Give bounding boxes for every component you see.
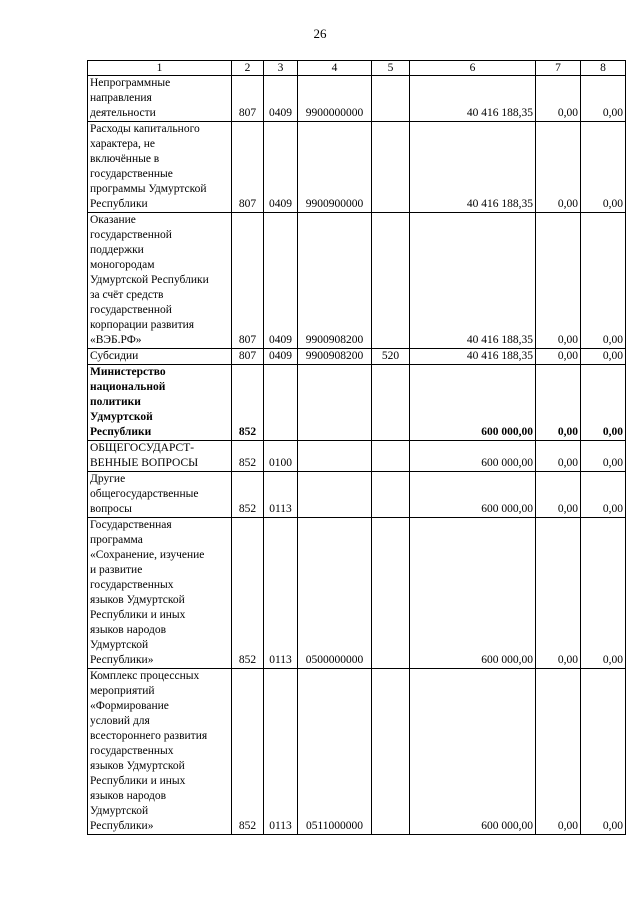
- department-code: 852: [232, 518, 264, 669]
- department-code: 852: [232, 472, 264, 518]
- row-name-line: включённые в: [90, 153, 160, 165]
- row-name-line: корпорации развития: [90, 319, 195, 331]
- row-name-line: языков народов: [90, 790, 167, 802]
- amount-col7: 0,00: [536, 669, 581, 835]
- amount-col7: 0,00: [536, 122, 581, 213]
- row-name-line: Другие: [90, 473, 126, 485]
- amount-col8: 0,00: [581, 122, 626, 213]
- row-name-line: вопросы: [90, 503, 132, 515]
- row-name-line: Удмуртской Республики: [90, 274, 209, 286]
- table-row: [88, 365, 626, 441]
- target-article-code: 9900908200: [298, 213, 372, 349]
- row-name-line: государственных: [90, 745, 174, 757]
- amount-col8: 0,00: [581, 76, 626, 122]
- target-article-code: 9900908200: [298, 349, 372, 365]
- column-header: 1: [88, 61, 232, 76]
- row-name-line: всестороннего развития: [90, 730, 208, 742]
- expense-type-code: [372, 441, 410, 472]
- row-name-line: политики: [90, 396, 141, 408]
- row-name-line: Министерство: [90, 366, 166, 378]
- expense-type-code: [372, 76, 410, 122]
- row-name-line: государственной: [90, 229, 172, 241]
- row-name-line: программы Удмуртской: [90, 183, 207, 195]
- amount-col6: 600 000,00: [410, 472, 536, 518]
- amount-col6: 40 416 188,35: [410, 76, 536, 122]
- table-row: [88, 213, 626, 349]
- row-name-line: Республики»: [90, 654, 154, 666]
- column-header: 8: [581, 61, 626, 76]
- row-name-line: Республики»: [90, 820, 154, 832]
- table-row: [88, 472, 626, 518]
- row-name-line: ВЕННЫЕ ВОПРОСЫ: [90, 457, 199, 469]
- target-article-code: 0500000000: [298, 518, 372, 669]
- row-name-line: условий для: [90, 715, 150, 727]
- expense-type-code: 520: [372, 349, 410, 365]
- amount-col6: 600 000,00: [410, 441, 536, 472]
- expense-type-code: [372, 213, 410, 349]
- amount-col8: 0,00: [581, 213, 626, 349]
- budget-table: [87, 60, 626, 835]
- amount-col7: 0,00: [536, 365, 581, 441]
- amount-col8: 0,00: [581, 441, 626, 472]
- department-code: 807: [232, 213, 264, 349]
- table-row: [88, 349, 626, 365]
- department-code: 807: [232, 349, 264, 365]
- column-header: 4: [298, 61, 372, 76]
- row-name: [88, 349, 232, 365]
- amount-col6: 40 416 188,35: [410, 349, 536, 365]
- column-header: 5: [372, 61, 410, 76]
- column-header: 6: [410, 61, 536, 76]
- table-row: [88, 441, 626, 472]
- table-row: [88, 76, 626, 122]
- row-name-line: Непрограммные: [90, 77, 171, 89]
- row-name-line: и развитие: [90, 564, 143, 576]
- row-name-line: Государственная: [90, 519, 172, 531]
- row-name-line: языков народов: [90, 624, 167, 636]
- department-code: 807: [232, 122, 264, 213]
- row-name-line: моногородам: [90, 259, 155, 271]
- row-name-line: Оказание: [90, 214, 136, 226]
- row-name-line: Расходы капитального: [90, 123, 200, 135]
- row-name-line: государственные: [90, 168, 173, 180]
- department-code: 852: [232, 669, 264, 835]
- amount-col7: 0,00: [536, 213, 581, 349]
- expense-type-code: [372, 365, 410, 441]
- row-name-line: программа: [90, 534, 143, 546]
- section-code: 0100: [264, 441, 298, 472]
- amount-col7: 0,00: [536, 349, 581, 365]
- row-name-line: общегосударственные: [90, 488, 199, 500]
- row-name: [88, 76, 232, 122]
- amount-col8: 0,00: [581, 669, 626, 835]
- row-name: [88, 122, 232, 213]
- section-code: [264, 365, 298, 441]
- row-name-line: Республики: [90, 198, 148, 210]
- row-name-line: Удмуртской: [90, 639, 149, 651]
- column-header: 2: [232, 61, 264, 76]
- expense-type-code: [372, 472, 410, 518]
- row-name-line: «Формирование: [90, 700, 169, 712]
- row-name-line: государственной: [90, 304, 172, 316]
- column-header: 3: [264, 61, 298, 76]
- row-name-line: Удмуртской: [90, 805, 149, 817]
- row-name-line: деятельности: [90, 107, 156, 119]
- page-number: 26: [313, 26, 327, 41]
- row-name-line: ОБЩЕГОСУДАРСТ-: [90, 442, 195, 454]
- amount-col7: 0,00: [536, 76, 581, 122]
- row-name-line: Комплекс процессных: [90, 670, 200, 682]
- target-article-code: [298, 365, 372, 441]
- table-row: [88, 122, 626, 213]
- section-code: 0409: [264, 76, 298, 122]
- row-name-line: за счёт средств: [90, 289, 164, 301]
- row-name-line: мероприятий: [90, 685, 155, 697]
- target-article-code: [298, 441, 372, 472]
- target-article-code: [298, 472, 372, 518]
- row-name: [88, 365, 232, 441]
- row-name-line: «ВЭБ.РФ»: [90, 334, 142, 346]
- amount-col8: 0,00: [581, 365, 626, 441]
- section-code: 0113: [264, 669, 298, 835]
- section-code: 0409: [264, 213, 298, 349]
- amount-col7: 0,00: [536, 441, 581, 472]
- row-name-line: Республики и иных: [90, 775, 186, 787]
- expense-type-code: [372, 669, 410, 835]
- amount-col8: 0,00: [581, 518, 626, 669]
- amount-col8: 0,00: [581, 349, 626, 365]
- row-name-line: Субсидии: [90, 350, 139, 362]
- row-name-line: государственных: [90, 579, 174, 591]
- row-name-line: языков Удмуртской: [90, 760, 185, 772]
- row-name: [88, 669, 232, 835]
- section-code: 0113: [264, 472, 298, 518]
- section-code: 0113: [264, 518, 298, 669]
- row-name-line: языков Удмуртской: [90, 594, 185, 606]
- row-name-line: направления: [90, 92, 152, 104]
- target-article-code: 9900900000: [298, 122, 372, 213]
- row-name: [88, 441, 232, 472]
- column-header: 7: [536, 61, 581, 76]
- row-name-line: Республики и иных: [90, 609, 186, 621]
- amount-col6: 40 416 188,35: [410, 122, 536, 213]
- amount-col7: 0,00: [536, 518, 581, 669]
- section-code: 0409: [264, 122, 298, 213]
- amount-col6: 600 000,00: [410, 518, 536, 669]
- expense-type-code: [372, 122, 410, 213]
- target-article-code: 9900000000: [298, 76, 372, 122]
- department-code: 852: [232, 365, 264, 441]
- row-name-line: национальной: [90, 381, 166, 393]
- column-number-row: [88, 61, 626, 76]
- row-name: [88, 518, 232, 669]
- expense-type-code: [372, 518, 410, 669]
- row-name-line: характера, не: [90, 138, 155, 150]
- amount-col7: 0,00: [536, 472, 581, 518]
- row-name: [88, 472, 232, 518]
- amount-col8: 0,00: [581, 472, 626, 518]
- row-name: [88, 213, 232, 349]
- row-name-line: «Сохранение, изучение: [90, 549, 205, 561]
- amount-col6: 600 000,00: [410, 669, 536, 835]
- amount-col6: 40 416 188,35: [410, 213, 536, 349]
- section-code: 0409: [264, 349, 298, 365]
- row-name-line: Республики: [90, 426, 152, 438]
- amount-col6: 600 000,00: [410, 365, 536, 441]
- department-code: 807: [232, 76, 264, 122]
- table-row: [88, 518, 626, 669]
- target-article-code: 0511000000: [298, 669, 372, 835]
- table-row: [88, 669, 626, 835]
- row-name-line: поддержки: [90, 244, 144, 256]
- row-name-line: Удмуртской: [90, 411, 153, 423]
- department-code: 852: [232, 441, 264, 472]
